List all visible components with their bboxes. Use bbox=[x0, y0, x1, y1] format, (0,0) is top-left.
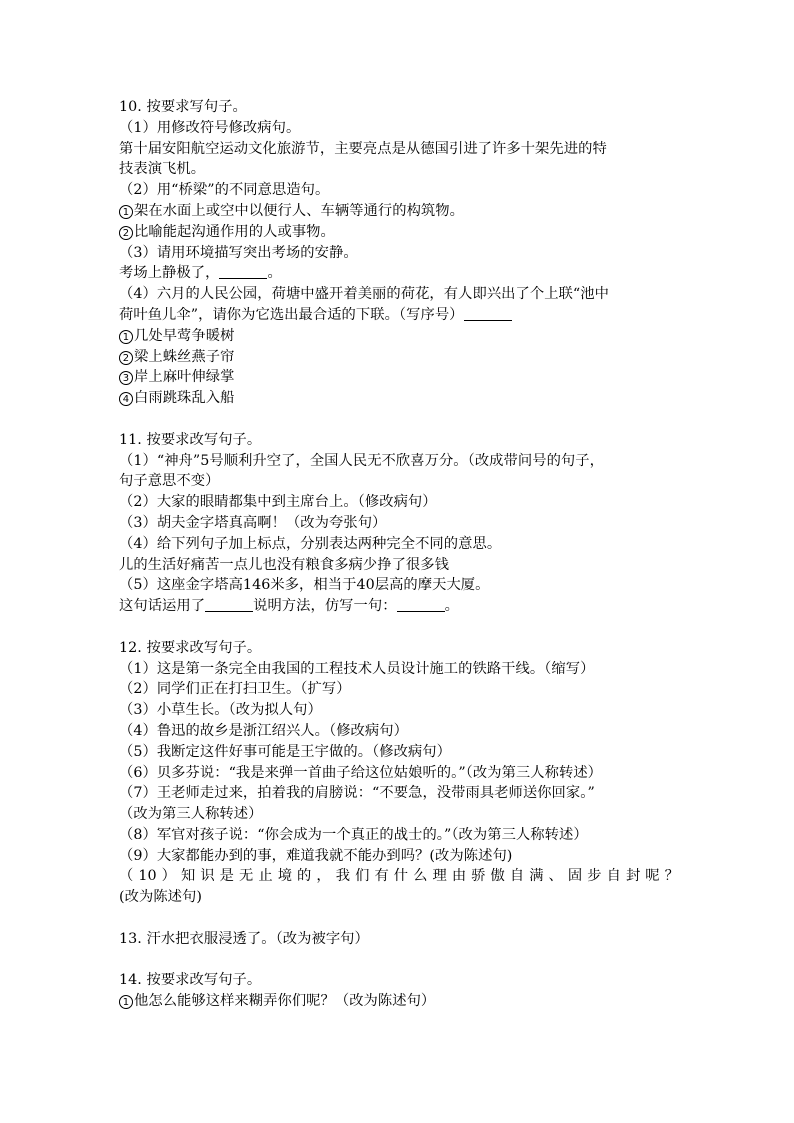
answer-blank[interactable] bbox=[219, 264, 267, 279]
circled-number-icon: 1 bbox=[119, 330, 133, 344]
q10-option-1-text: 几处早莺争暖树 bbox=[134, 327, 235, 344]
q10-part4-text-a: （4）六月的人民公园，荷塘中盛开着美丽的荷花，有人即兴出了个上联“池中 bbox=[119, 286, 609, 303]
q11-part3: （3）胡夫金字塔真高啊！（改为夸张句） bbox=[119, 514, 387, 531]
spacer bbox=[119, 409, 679, 430]
q10-part1-text-b: 技表演飞机。 bbox=[119, 161, 206, 178]
q11-part5-text-c: 。 bbox=[444, 598, 459, 615]
q12-item: （3）小草生长。（改为拟人句） bbox=[119, 702, 322, 719]
q10-option-2 bbox=[119, 347, 679, 368]
q10-option-1 bbox=[119, 326, 679, 347]
q11-part5-text-b: 说明方法，仿写一句： bbox=[253, 598, 397, 615]
q10-title: 10. 按要求写句子。 bbox=[119, 99, 247, 115]
q12-item: （改为第三人称转述） bbox=[119, 806, 263, 823]
q11-part4-text: 儿的生活好痛苦一点儿也没有粮食多病少挣了很多钱 bbox=[119, 556, 449, 573]
q10-part2-option-2 bbox=[119, 222, 679, 243]
answer-blank[interactable] bbox=[205, 597, 253, 612]
q12-item: (改为陈述句) bbox=[119, 889, 202, 906]
q11-part5-text bbox=[119, 596, 679, 617]
q12-item: （1）这是第一条完全由我国的工程技术人员设计施工的铁路干线。（缩写） bbox=[119, 660, 595, 677]
q12-item: （4）鲁迅的故乡是浙江绍兴人。（修改病句） bbox=[119, 722, 408, 739]
q12-item: （2）同学们正在打扫卫生。（扩写） bbox=[119, 681, 351, 698]
q14-part1-text: 他怎么能够这样来糊弄你们呢？（改为陈述句） bbox=[134, 993, 436, 1010]
q10-part1-text-a: 第十届安阳航空运动文化旅游节，主要亮点是从德国引进了许多十架先进的特 bbox=[119, 140, 607, 157]
q12-item: （7）王老师走过来，拍着我的肩膀说：“不要急，没带雨具老师送你回家。” bbox=[119, 785, 595, 802]
q10-part2-option-1-text: 架在水面上或空中以便行人、车辆等通行的构筑物。 bbox=[134, 202, 464, 219]
q12-item: （6）贝多芬说：“我是来弹一首曲子给这位姑娘听的。”（改为第三人称转述） bbox=[119, 764, 603, 781]
q10-option-3 bbox=[119, 367, 679, 388]
spacer bbox=[119, 617, 679, 638]
q10-part3-label: （3）请用环境描写突出考场的安静。 bbox=[119, 244, 358, 261]
q13-title: 13. 汗水把衣服浸透了。（改为被字句） bbox=[119, 930, 369, 947]
q12-item: （10）知识是无止境的，我们有什么理由骄傲自满、固步自封呢？ bbox=[119, 868, 679, 885]
q14-title: 14. 按要求改写句子。 bbox=[119, 972, 262, 989]
circled-number-icon: 3 bbox=[119, 371, 133, 385]
q10-part4-text-b-content: 荷叶鱼儿伞”，请你为它选出最合适的下联。（写序号） bbox=[119, 306, 464, 323]
circled-number-icon: 1 bbox=[119, 205, 133, 219]
q11-title: 11. 按要求改写句子。 bbox=[119, 431, 262, 448]
answer-blank[interactable] bbox=[464, 306, 512, 321]
spacer bbox=[119, 950, 679, 971]
q10-part3-text-b: 。 bbox=[267, 265, 282, 282]
q10-part2-label: （2）用“桥梁”的不同意思造句。 bbox=[119, 182, 330, 199]
q11-part1-a: （1）“神舟”5号顺利升空了，全国人民无不欣喜万分。（改成带问号的句子， bbox=[119, 452, 604, 469]
circled-number-icon: 4 bbox=[119, 392, 133, 406]
q10-option-3-text: 岸上麻叶伸绿掌 bbox=[134, 369, 235, 386]
answer-blank[interactable] bbox=[397, 597, 445, 612]
q11-part1-b: 句子意思不变） bbox=[119, 473, 220, 490]
q10-option-2-text: 梁上蛛丝燕子帘 bbox=[134, 348, 235, 365]
q11-part5: （5）这座金字塔高146米多，相当于40层高的摩天大厦。 bbox=[119, 577, 490, 594]
spacer bbox=[119, 908, 679, 929]
q14-part1 bbox=[119, 991, 679, 1012]
circled-number-icon: 2 bbox=[119, 226, 133, 240]
q10-part4-text-b bbox=[119, 305, 679, 326]
q10-part2-option-2-text: 比喻能起沟通作用的人或事物。 bbox=[134, 223, 335, 240]
q10-part1-label: （1）用修改符号修改病句。 bbox=[119, 119, 301, 136]
q10-part2-option-1 bbox=[119, 201, 679, 222]
q11-part5-text-a: 这句话运用了 bbox=[119, 598, 206, 615]
worksheet-page bbox=[119, 97, 679, 1012]
q12-item: （8）军官对孩子说：“你会成为一个真正的战士的。”（改为第三人称转述） bbox=[119, 826, 588, 843]
q10-option-4-text: 白雨跳珠乱入船 bbox=[134, 390, 235, 407]
q10-part3-text bbox=[119, 263, 679, 284]
q12-title: 12. 按要求改写句子。 bbox=[119, 639, 262, 656]
q10-part3-text-a: 考场上静极了， bbox=[119, 265, 220, 282]
q11-part2: （2）大家的眼睛都集中到主席台上。（修改病句） bbox=[119, 494, 437, 511]
circled-number-icon: 1 bbox=[119, 995, 133, 1009]
q12-item: （5）我断定这件好事可能是王宇做的。（修改病句） bbox=[119, 743, 451, 760]
q12-item: （9）大家都能办到的事，难道我就不能办到吗？(改为陈述句) bbox=[119, 847, 513, 864]
circled-number-icon: 2 bbox=[119, 351, 133, 365]
q10-option-4 bbox=[119, 388, 679, 409]
q11-part4: （4）给下列句子加上标点，分别表达两种完全不同的意思。 bbox=[119, 535, 502, 552]
